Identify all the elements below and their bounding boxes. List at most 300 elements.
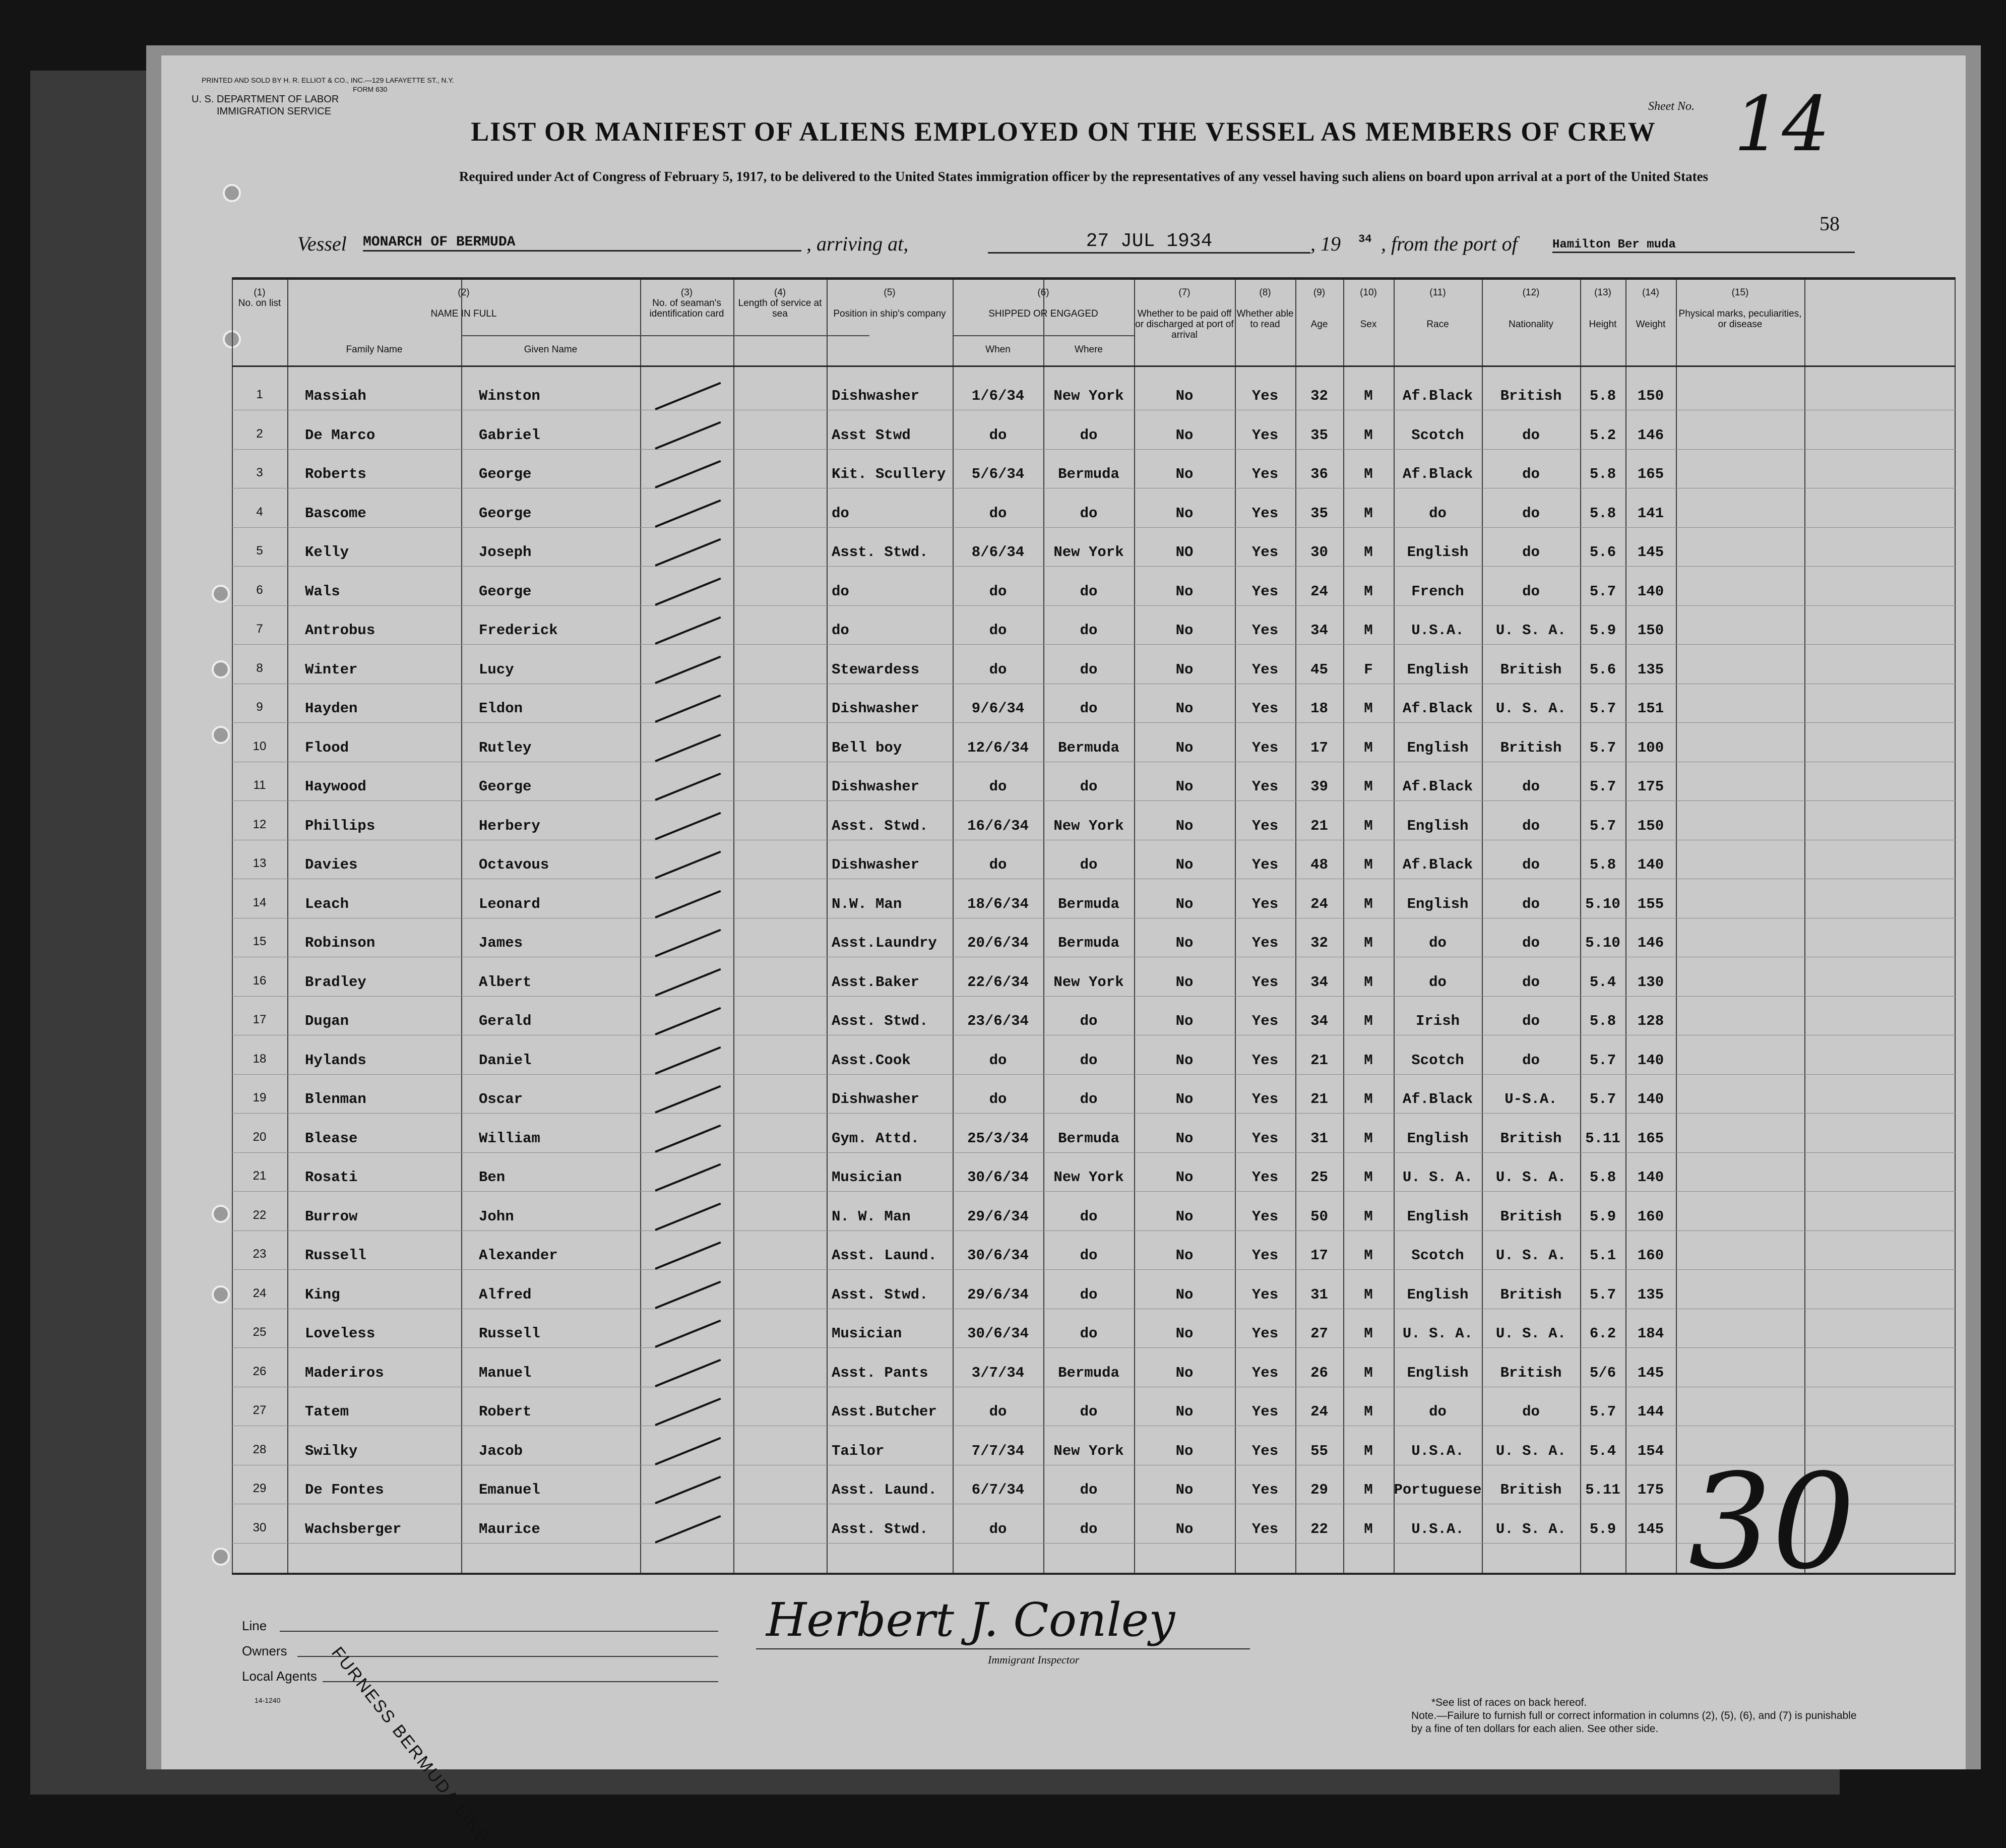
cell-family: De Marco: [305, 426, 375, 444]
cell-paid: No: [1175, 505, 1194, 522]
cell-position: Asst Stwd: [832, 426, 911, 444]
cell-no: 20: [253, 1130, 267, 1144]
cell-paid: No: [1175, 1286, 1194, 1303]
form-number: FORM 630: [353, 85, 388, 93]
cell-height: 5.8: [1589, 1169, 1616, 1186]
cell-paid: No: [1175, 1208, 1194, 1225]
cell-race: Af.Black: [1402, 700, 1473, 717]
cell-when: do: [989, 1403, 1007, 1420]
cell-family: Burrow: [305, 1208, 358, 1225]
cell-position: Asst.Butcher: [832, 1403, 937, 1420]
row-divider: [232, 1191, 1956, 1192]
cell-sex: M: [1364, 1169, 1373, 1186]
cell-position: Musician: [832, 1325, 902, 1342]
cell-height: 5.6: [1589, 661, 1616, 678]
cell-age: 29: [1310, 1482, 1328, 1498]
col-header-race: (11) Race: [1426, 287, 1449, 330]
col-header-paid-off: (7) Whether to be paid off or discharged at port of arrival: [1135, 287, 1234, 340]
cell-sex: M: [1364, 544, 1373, 561]
col-header-family: Family Name: [346, 344, 403, 355]
cell-given: Ben: [479, 1169, 506, 1186]
cell-paid: No: [1175, 856, 1194, 873]
col-header-position: (5) Position in ship's company: [833, 287, 946, 319]
cell-position: Bell boy: [832, 739, 902, 756]
cell-race: English: [1407, 1130, 1469, 1147]
cell-family: Davies: [305, 856, 358, 873]
cell-read: Yes: [1251, 1482, 1279, 1498]
vessel-name: MONARCH OF BERMUDA: [363, 234, 801, 252]
id-card-tick-mark: [655, 968, 721, 996]
cell-family: Tatem: [305, 1403, 349, 1420]
cell-sex: M: [1364, 583, 1373, 600]
cell-age: 22: [1310, 1520, 1328, 1537]
cell-position: do: [832, 622, 849, 639]
cell-nationality: U. S. A.: [1495, 1169, 1566, 1186]
line-stamp: FURNESS BERMUDA LINE: [328, 1643, 493, 1848]
cell-nationality: British: [1500, 661, 1562, 678]
cell-race: Scotch: [1411, 1247, 1464, 1264]
cell-read: Yes: [1251, 856, 1279, 873]
row-divider: [232, 1347, 1956, 1348]
cell-weight: 140: [1637, 1169, 1664, 1186]
cell-read: Yes: [1251, 388, 1279, 404]
agents-underline: [323, 1681, 718, 1682]
agency-block: [192, 93, 339, 117]
col-header-id-card: (3) No. of seaman's identification card: [649, 287, 724, 319]
cell-race: Scotch: [1411, 426, 1464, 444]
cell-when: 12/6/34: [967, 739, 1029, 756]
cell-age: 30: [1310, 544, 1328, 561]
cell-no: 19: [253, 1091, 267, 1104]
cell-when: 1/6/34: [971, 388, 1025, 404]
cell-when: 5/6/34: [971, 466, 1025, 482]
cell-weight: 150: [1637, 622, 1664, 639]
cell-when: 18/6/34: [967, 895, 1029, 912]
cell-paid: No: [1175, 466, 1194, 482]
signature-line: [756, 1648, 1250, 1649]
cell-age: 21: [1310, 817, 1328, 834]
cell-weight: 130: [1637, 973, 1664, 991]
cell-where: Bermuda: [1058, 1364, 1119, 1381]
cell-weight: 100: [1637, 739, 1664, 756]
id-card-tick-mark: [655, 1476, 721, 1504]
cell-nationality: U-S.A.: [1504, 1091, 1557, 1107]
cell-weight: 140: [1637, 856, 1664, 873]
cell-weight: 145: [1637, 544, 1664, 561]
cell-family: Blenman: [305, 1091, 366, 1107]
cell-sex: M: [1364, 1364, 1373, 1381]
sheet-label: Sheet No.: [1648, 100, 1695, 113]
cell-where: do: [1080, 505, 1098, 522]
cell-read: Yes: [1251, 544, 1279, 561]
cell-height: 5.8: [1589, 1013, 1616, 1029]
cell-given: Oscar: [479, 1091, 523, 1107]
cell-race: do: [1429, 1403, 1447, 1420]
cell-weight: 160: [1637, 1208, 1664, 1225]
cell-race: English: [1407, 895, 1469, 912]
col-header-name: (2) NAME IN FULL: [430, 287, 497, 319]
cell-sex: M: [1364, 973, 1373, 991]
crew-table: [232, 277, 1956, 1575]
cell-read: Yes: [1251, 1130, 1279, 1147]
cell-nationality: do: [1522, 1403, 1540, 1420]
form-code: 14-1240: [255, 1696, 281, 1704]
cell-given: Emanuel: [479, 1482, 540, 1498]
cell-where: do: [1080, 1520, 1098, 1537]
cell-given: Daniel: [479, 1052, 532, 1069]
cell-sex: M: [1364, 935, 1373, 951]
cell-where: do: [1080, 1403, 1098, 1420]
cell-race: Af.Black: [1402, 1091, 1473, 1107]
cell-when: 29/6/34: [967, 1208, 1029, 1225]
cell-height: 5.9: [1589, 622, 1616, 639]
cell-read: Yes: [1251, 1286, 1279, 1303]
cell-race: English: [1407, 1208, 1469, 1225]
cell-family: Swilky: [305, 1442, 358, 1459]
id-card-tick-mark: [655, 421, 721, 449]
cell-height: 5.8: [1589, 466, 1616, 482]
cell-height: 6.2: [1589, 1325, 1616, 1342]
cell-paid: No: [1175, 1403, 1194, 1420]
cell-nationality: do: [1522, 973, 1540, 991]
cell-no: 25: [253, 1325, 267, 1339]
row-divider: [232, 1230, 1956, 1231]
cell-height: 5.10: [1585, 935, 1620, 951]
cell-age: 34: [1310, 622, 1328, 639]
row-divider: [232, 996, 1956, 997]
note-races: *See list of races on back hereof.: [1431, 1697, 1587, 1708]
id-card-tick-mark: [655, 1359, 721, 1387]
cell-when: do: [989, 1520, 1007, 1537]
id-card-tick-mark: [655, 1007, 721, 1035]
id-card-tick-mark: [655, 538, 721, 567]
cell-where: do: [1080, 856, 1098, 873]
cell-given: Albert: [479, 973, 532, 991]
cell-age: 34: [1310, 1013, 1328, 1029]
cell-paid: No: [1175, 1325, 1194, 1342]
cell-family: Wals: [305, 583, 340, 600]
cell-paid: No: [1175, 1169, 1194, 1186]
cell-read: Yes: [1251, 778, 1279, 795]
cell-when: do: [989, 505, 1007, 522]
cell-where: do: [1080, 778, 1098, 795]
cell-position: Asst.Laundry: [832, 935, 937, 951]
agents-label: Local Agents: [242, 1669, 317, 1684]
cell-weight: 160: [1637, 1247, 1664, 1264]
id-card-tick-mark: [655, 1124, 721, 1152]
cell-sex: M: [1364, 622, 1373, 639]
cell-where: do: [1080, 1091, 1098, 1107]
cell-nationality: U. S. A.: [1495, 1442, 1566, 1459]
cell-sex: M: [1364, 778, 1373, 795]
cell-nationality: British: [1500, 1286, 1562, 1303]
cell-when: do: [989, 426, 1007, 444]
inspector-signature: Herbert J. Conley: [766, 1593, 1175, 1647]
cell-height: 5.7: [1589, 700, 1616, 717]
cell-given: Octavous: [479, 856, 549, 873]
punch-hole: [212, 1548, 230, 1566]
punch-hole: [212, 1205, 230, 1223]
cell-where: Bermuda: [1058, 739, 1119, 756]
cell-when: 8/6/34: [971, 544, 1025, 561]
manifest-page: [161, 55, 1966, 1848]
col-header-when: When: [985, 344, 1011, 355]
cell-given: James: [479, 935, 523, 951]
sheet-number: 14: [1734, 81, 1830, 168]
id-card-tick-mark: [655, 812, 721, 840]
cell-read: Yes: [1251, 505, 1279, 522]
cell-paid: No: [1175, 817, 1194, 834]
cell-race: do: [1429, 935, 1447, 951]
cell-nationality: U. S. A.: [1495, 622, 1566, 639]
cell-family: Haywood: [305, 778, 366, 795]
cell-no: 11: [253, 778, 266, 792]
cell-height: 5/6: [1589, 1364, 1616, 1381]
cell-race: English: [1407, 661, 1469, 678]
cell-no: 23: [253, 1247, 267, 1261]
cell-read: Yes: [1251, 583, 1279, 600]
cell-given: Eldon: [479, 700, 523, 717]
id-card-tick-mark: [655, 695, 721, 723]
cell-age: 21: [1310, 1091, 1328, 1107]
cell-family: Rosati: [305, 1169, 358, 1186]
cell-position: Dishwasher: [832, 778, 920, 795]
punch-hole: [212, 1285, 230, 1304]
cell-family: Kelly: [305, 544, 349, 561]
cell-family: Hayden: [305, 700, 358, 717]
cell-family: King: [305, 1286, 340, 1303]
cell-when: 30/6/34: [967, 1169, 1029, 1186]
cell-paid: No: [1175, 388, 1194, 404]
cell-where: do: [1080, 426, 1098, 444]
cell-age: 48: [1310, 856, 1328, 873]
cell-weight: 145: [1637, 1364, 1664, 1381]
cell-given: George: [479, 505, 532, 522]
cell-when: 25/3/34: [967, 1130, 1029, 1147]
cell-height: 5.6: [1589, 544, 1616, 561]
cell-given: Gabriel: [479, 426, 540, 444]
cell-read: Yes: [1251, 817, 1279, 834]
id-card-tick-mark: [655, 617, 721, 645]
cell-read: Yes: [1251, 1325, 1279, 1342]
cell-where: New York: [1053, 973, 1124, 991]
cell-where: New York: [1053, 388, 1124, 404]
cell-family: Bradley: [305, 973, 366, 991]
row-divider: [232, 1152, 1956, 1153]
cell-when: do: [989, 661, 1007, 678]
cell-nationality: do: [1522, 426, 1540, 444]
cell-read: Yes: [1251, 973, 1279, 991]
cell-race: Af.Black: [1402, 856, 1473, 873]
cell-sex: M: [1364, 1482, 1373, 1498]
id-card-tick-mark: [655, 1437, 721, 1465]
cell-weight: 150: [1637, 817, 1664, 834]
row-divider: [232, 1074, 1956, 1075]
cell-where: Bermuda: [1058, 895, 1119, 912]
cell-race: Af.Black: [1402, 466, 1473, 482]
col-header-physical: (15) Physical marks, peculiarities, or disease: [1678, 287, 1802, 330]
cell-read: Yes: [1251, 1091, 1279, 1107]
cell-read: Yes: [1251, 1013, 1279, 1029]
cell-height: 5.7: [1589, 1091, 1616, 1107]
cell-where: New York: [1053, 544, 1124, 561]
cell-read: Yes: [1251, 1403, 1279, 1420]
cell-position: Asst. Stwd.: [832, 1013, 928, 1029]
cell-read: Yes: [1251, 466, 1279, 482]
cell-when: do: [989, 583, 1007, 600]
cell-race: Irish: [1415, 1013, 1460, 1029]
cell-given: John: [479, 1208, 514, 1225]
page-title: LIST OR MANIFEST OF ALIENS EMPLOYED ON THE VESSEL AS MEMBERS OF CREW: [471, 116, 1656, 147]
cell-no: 21: [253, 1169, 267, 1183]
cell-position: Tailor: [832, 1442, 885, 1459]
row-divider: [232, 527, 1956, 528]
cell-family: Loveless: [305, 1325, 375, 1342]
cell-read: Yes: [1251, 661, 1279, 678]
cell-given: Alfred: [479, 1286, 532, 1303]
cell-height: 5.7: [1589, 739, 1616, 756]
cell-given: George: [479, 583, 532, 600]
cell-when: do: [989, 622, 1007, 639]
cell-where: New York: [1053, 1442, 1124, 1459]
cell-when: do: [989, 1052, 1007, 1069]
cell-position: Asst. Laund.: [832, 1482, 937, 1498]
cell-read: Yes: [1251, 1364, 1279, 1381]
col-header-age: (9) Age: [1310, 287, 1328, 330]
cell-height: 5.10: [1585, 895, 1620, 912]
cell-no: 17: [253, 1013, 267, 1026]
cell-when: do: [989, 856, 1007, 873]
cell-where: New York: [1053, 1169, 1124, 1186]
col-header-no: (1) No. on list: [238, 287, 281, 309]
cell-height: 5.7: [1589, 1052, 1616, 1069]
cell-sex: M: [1364, 895, 1373, 912]
cell-position: Gym. Attd.: [832, 1130, 920, 1147]
cell-when: 30/6/34: [967, 1247, 1029, 1264]
cell-paid: No: [1175, 1482, 1194, 1498]
cell-paid: No: [1175, 1013, 1194, 1029]
cell-height: 5.9: [1589, 1520, 1616, 1537]
cell-weight: 175: [1637, 778, 1664, 795]
printer-line: PRINTED AND SOLD BY H. R. ELLIOT & CO., INC.—129 LAFAYETTE ST., N.Y.: [202, 76, 454, 84]
cell-family: De Fontes: [305, 1482, 384, 1498]
col-header-read: (8) Whether able to read: [1236, 287, 1294, 330]
cell-given: Jacob: [479, 1442, 523, 1459]
cell-paid: NO: [1175, 544, 1194, 561]
cell-no: 6: [256, 583, 263, 597]
row-divider: [232, 1269, 1956, 1270]
id-card-tick-mark: [655, 382, 721, 410]
cell-nationality: U. S. A.: [1495, 1520, 1566, 1537]
cell-paid: No: [1175, 973, 1194, 991]
id-card-tick-mark: [655, 1163, 721, 1192]
cell-sex: M: [1364, 817, 1373, 834]
cell-paid: No: [1175, 1052, 1194, 1069]
cell-nationality: do: [1522, 505, 1540, 522]
id-card-tick-mark: [655, 1280, 721, 1309]
cell-weight: 135: [1637, 661, 1664, 678]
owners-underline: [297, 1656, 718, 1657]
cell-given: Herbery: [479, 817, 540, 834]
cell-height: 5.4: [1589, 1442, 1616, 1459]
id-card-tick-mark: [655, 733, 721, 762]
departure-port: Hamilton Ber muda: [1552, 238, 1855, 253]
row-divider: [232, 800, 1956, 801]
cell-nationality: do: [1522, 778, 1540, 795]
cell-no: 10: [253, 739, 267, 753]
cell-read: Yes: [1251, 1208, 1279, 1225]
cell-no: 16: [253, 973, 267, 988]
id-card-tick-mark: [655, 890, 721, 918]
cell-age: 45: [1310, 661, 1328, 678]
cell-given: Joseph: [479, 544, 532, 561]
cell-height: 5.9: [1589, 1208, 1616, 1225]
cell-nationality: do: [1522, 856, 1540, 873]
cell-read: Yes: [1251, 426, 1279, 444]
cell-no: 15: [253, 935, 267, 948]
cell-where: Bermuda: [1058, 466, 1119, 482]
col-header-service: (4) Length of service at sea: [738, 287, 822, 319]
cell-weight: 141: [1637, 505, 1664, 522]
cell-position: Dishwasher: [832, 856, 920, 873]
cell-family: Dugan: [305, 1013, 349, 1029]
cell-given: Gerald: [479, 1013, 532, 1029]
col-header-given: Given Name: [524, 344, 578, 355]
cell-height: 5.2: [1589, 426, 1616, 444]
row-divider: [232, 644, 1956, 645]
printer-imprint: [202, 76, 454, 94]
cell-sex: M: [1364, 1325, 1373, 1342]
cell-position: Asst.Baker: [832, 973, 920, 991]
cell-family: Robinson: [305, 935, 375, 951]
cell-height: 5.7: [1589, 817, 1616, 834]
cell-family: Flood: [305, 739, 349, 756]
cell-weight: 140: [1637, 1052, 1664, 1069]
cell-paid: No: [1175, 935, 1194, 951]
id-card-tick-mark: [655, 773, 721, 801]
cell-weight: 175: [1637, 1482, 1664, 1498]
port-label: , from the port of: [1381, 232, 1518, 255]
id-card-tick-mark: [655, 577, 721, 605]
cell-nationality: U. S. A.: [1495, 700, 1566, 717]
cell-no: 7: [256, 622, 263, 636]
page-subtitle: Required under Act of Congress of February 5, 1917, to be delivered to the United States immigration officer by the representatives of any vessel having such aliens on board upon arrival at a port of the United States: [459, 169, 1709, 184]
cell-nationality: do: [1522, 895, 1540, 912]
cell-weight: 146: [1637, 935, 1664, 951]
cell-family: Hylands: [305, 1052, 366, 1069]
cell-given: Lucy: [479, 661, 514, 678]
cell-position: Kit. Scullery: [832, 466, 946, 482]
cell-sex: F: [1364, 661, 1373, 678]
cell-sex: M: [1364, 1520, 1373, 1537]
cell-height: 5.1: [1589, 1247, 1616, 1264]
inspector-label: Immigrant Inspector: [988, 1653, 1080, 1666]
cell-race: French: [1411, 583, 1464, 600]
cell-no: 1: [256, 388, 263, 401]
cell-weight: 140: [1637, 583, 1664, 600]
cell-paid: No: [1175, 739, 1194, 756]
cell-where: do: [1080, 1013, 1098, 1029]
cell-race: U.S.A.: [1411, 622, 1464, 639]
footer-note: [1411, 1696, 1865, 1736]
cell-sex: M: [1364, 1403, 1373, 1420]
cell-read: Yes: [1251, 1520, 1279, 1537]
cell-weight: 165: [1637, 466, 1664, 482]
id-card-tick-mark: [655, 655, 721, 684]
cell-given: Frederick: [479, 622, 558, 639]
cell-nationality: U. S. A.: [1495, 1325, 1566, 1342]
cell-paid: No: [1175, 700, 1194, 717]
